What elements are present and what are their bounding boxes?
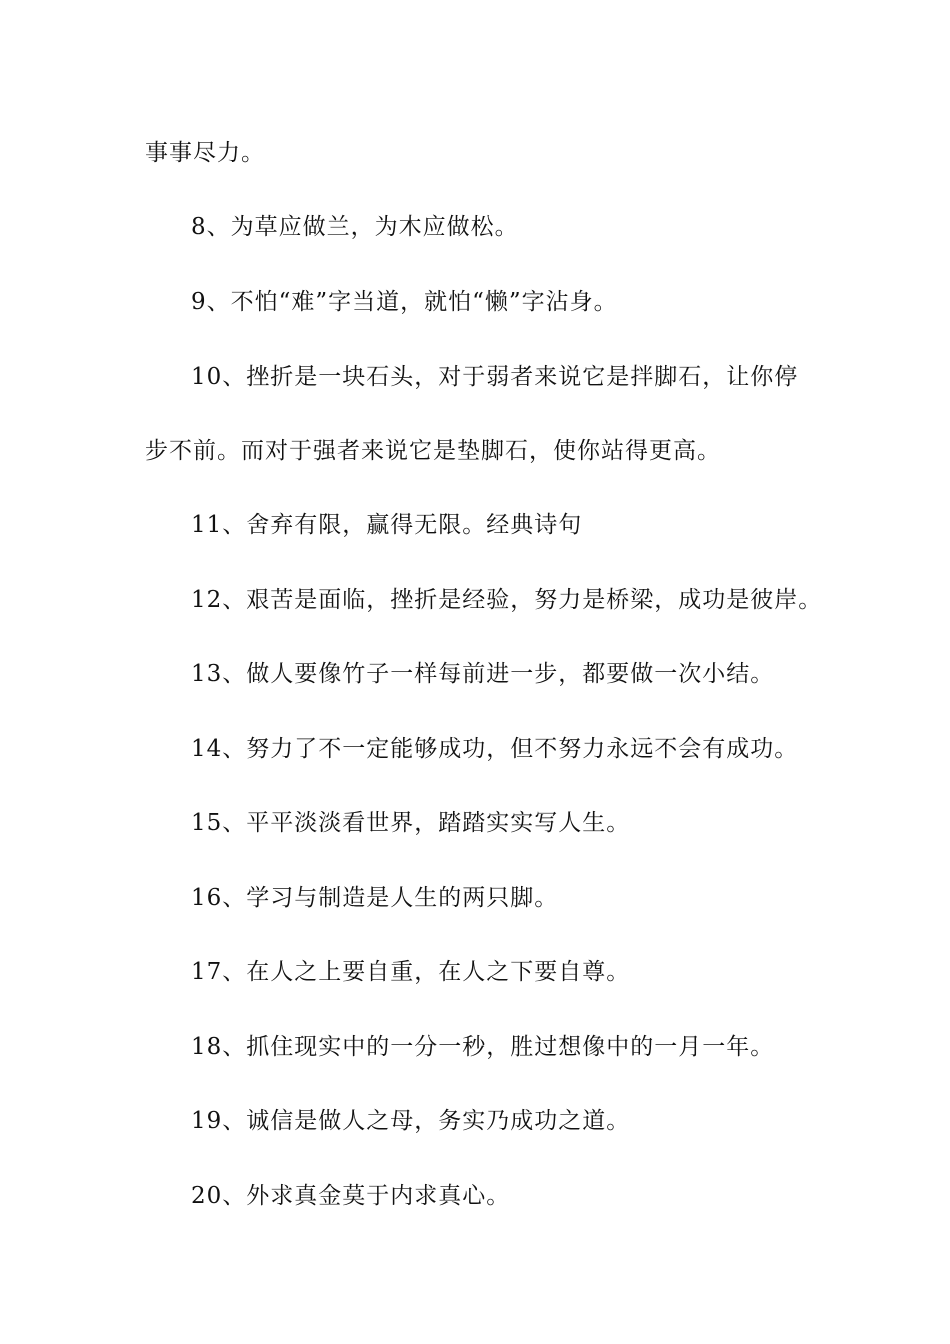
quote-item-17: 17、在人之上要自重，在人之下要自尊。 xyxy=(191,959,631,985)
text-line-continuation: 事事尽力。 xyxy=(145,140,265,166)
quote-item-10-continuation: 步不前。而对于强者来说它是垫脚石，使你站得更高。 xyxy=(145,438,721,464)
quote-item-9: 9、不怕“难”字当道，就怕“懒”字沾身。 xyxy=(191,289,618,315)
quote-item-13: 13、做人要像竹子一样每前进一步，都要做一次小结。 xyxy=(191,661,775,687)
quote-item-12: 12、艰苦是面临，挫折是经验，努力是桥梁，成功是彼岸。 xyxy=(191,587,823,613)
quote-item-10: 10、挫折是一块石头，对于弱者来说它是拌脚石，让你停 xyxy=(191,364,799,390)
quote-item-20: 20、外求真金莫于内求真心。 xyxy=(191,1183,511,1209)
quote-item-18: 18、抓住现实中的一分一秒，胜过想像中的一月一年。 xyxy=(191,1034,775,1060)
quote-item-11: 11、舍弃有限，赢得无限。经典诗句 xyxy=(191,512,583,538)
quote-item-8: 8、为草应做兰，为木应做松。 xyxy=(191,214,519,240)
quote-item-14: 14、努力了不一定能够成功，但不努力永远不会有成功。 xyxy=(191,736,799,762)
quote-item-19: 19、诚信是做人之母，务实乃成功之道。 xyxy=(191,1108,631,1134)
quote-item-15: 15、平平淡淡看世界，踏踏实实写人生。 xyxy=(191,810,631,836)
quote-item-16: 16、学习与制造是人生的两只脚。 xyxy=(191,885,559,911)
